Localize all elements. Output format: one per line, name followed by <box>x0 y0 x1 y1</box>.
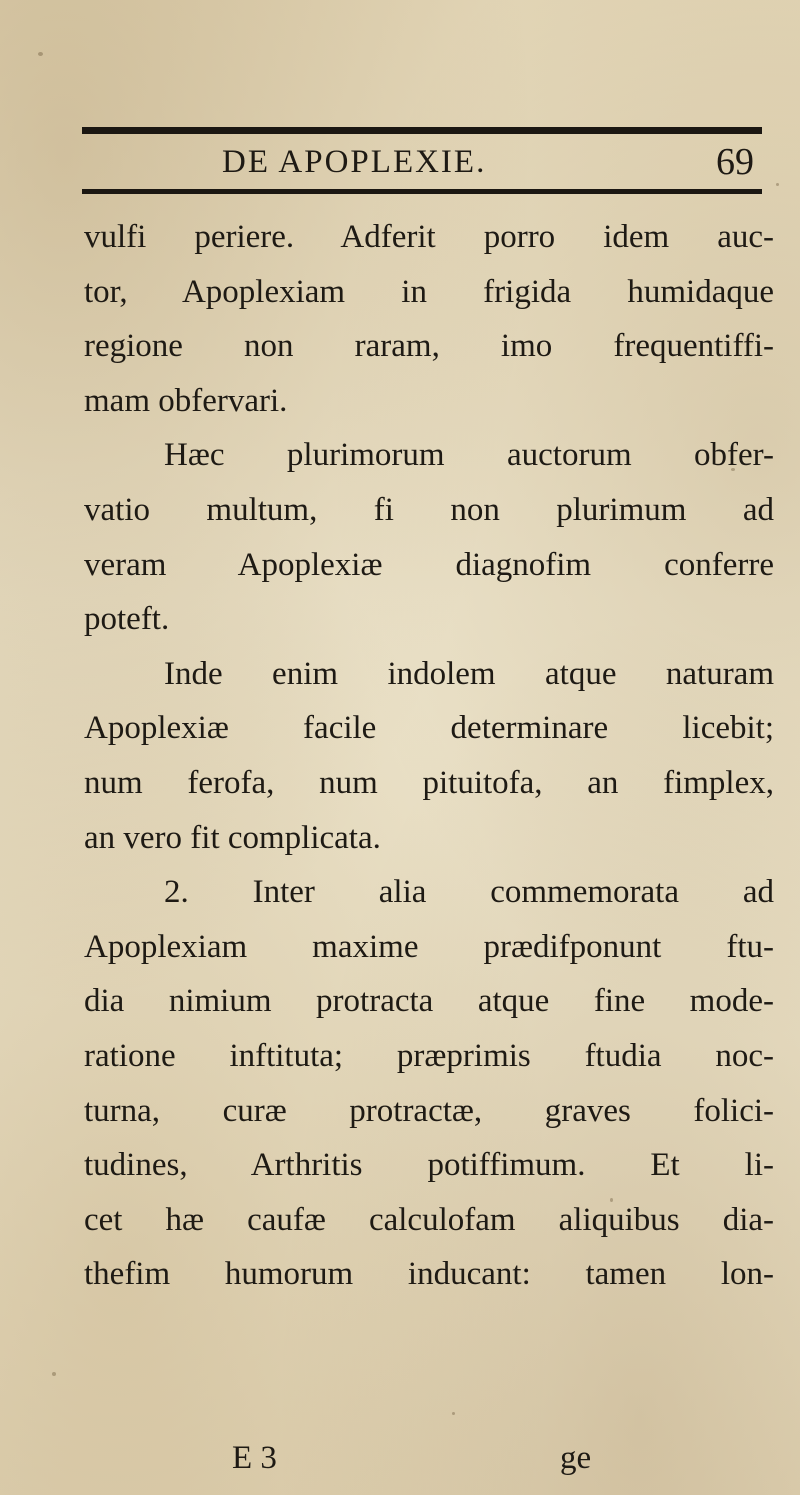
paper-speck <box>776 183 779 186</box>
running-head <box>82 136 762 188</box>
text-line: Apoplexiam maxime prædifponunt ftu- <box>84 928 774 965</box>
catchline <box>0 1440 800 1484</box>
paper-speck <box>731 468 735 471</box>
text-line: Hæc plurimorum auctorum obfer- <box>164 437 774 474</box>
signature-mark: E 3 <box>232 1440 277 1476</box>
text-line: turna, curæ protractæ, graves folici- <box>84 1092 774 1129</box>
text-line: 2. Inter alia commemorata ad <box>164 874 774 911</box>
text-line: Apoplexiæ facile determinare licebit; <box>84 710 774 747</box>
text-line: poteft. <box>84 601 170 638</box>
paper-speck <box>452 1412 455 1415</box>
text-line: veram Apoplexiæ diagnofim conferre <box>84 546 774 583</box>
paper-speck <box>610 1198 613 1202</box>
text-line: dia nimium protracta atque fine mode- <box>84 983 774 1020</box>
text-line: tor, Apoplexiam in frigida humidaque <box>84 273 774 310</box>
body-text <box>84 210 774 1302</box>
paper-speck <box>52 1372 56 1376</box>
text-line: thefim humorum inducant: tamen lon- <box>84 1256 774 1293</box>
text-line: cet hæ caufæ calculofam aliquibus dia- <box>84 1201 774 1238</box>
text-line: regione non raram, imo frequentiffi- <box>84 328 774 365</box>
header-rule-bottom <box>82 189 762 194</box>
text-line: ratione inftituta; præprimis ftudia noc- <box>84 1037 774 1074</box>
text-line: tudines, Arthritis potiffimum. Et li- <box>84 1147 774 1184</box>
text-line: mam obfervari. <box>84 382 288 419</box>
paper-speck <box>38 52 43 56</box>
header-rule-top <box>82 127 762 134</box>
text-line: vatio multum, fi non plurimum ad <box>84 491 774 528</box>
page-number: 69 <box>716 141 754 183</box>
text-line: num ferofa, num pituitofa, an fimplex, <box>84 764 774 801</box>
running-title: DE APOPLEXIE. <box>222 144 487 180</box>
catchword: ge <box>560 1440 592 1476</box>
text-line: an vero fit complicata. <box>84 819 381 856</box>
text-line: Inde enim indolem atque naturam <box>164 655 774 692</box>
text-line: vulfi periere. Adferit porro idem auc- <box>84 219 774 255</box>
